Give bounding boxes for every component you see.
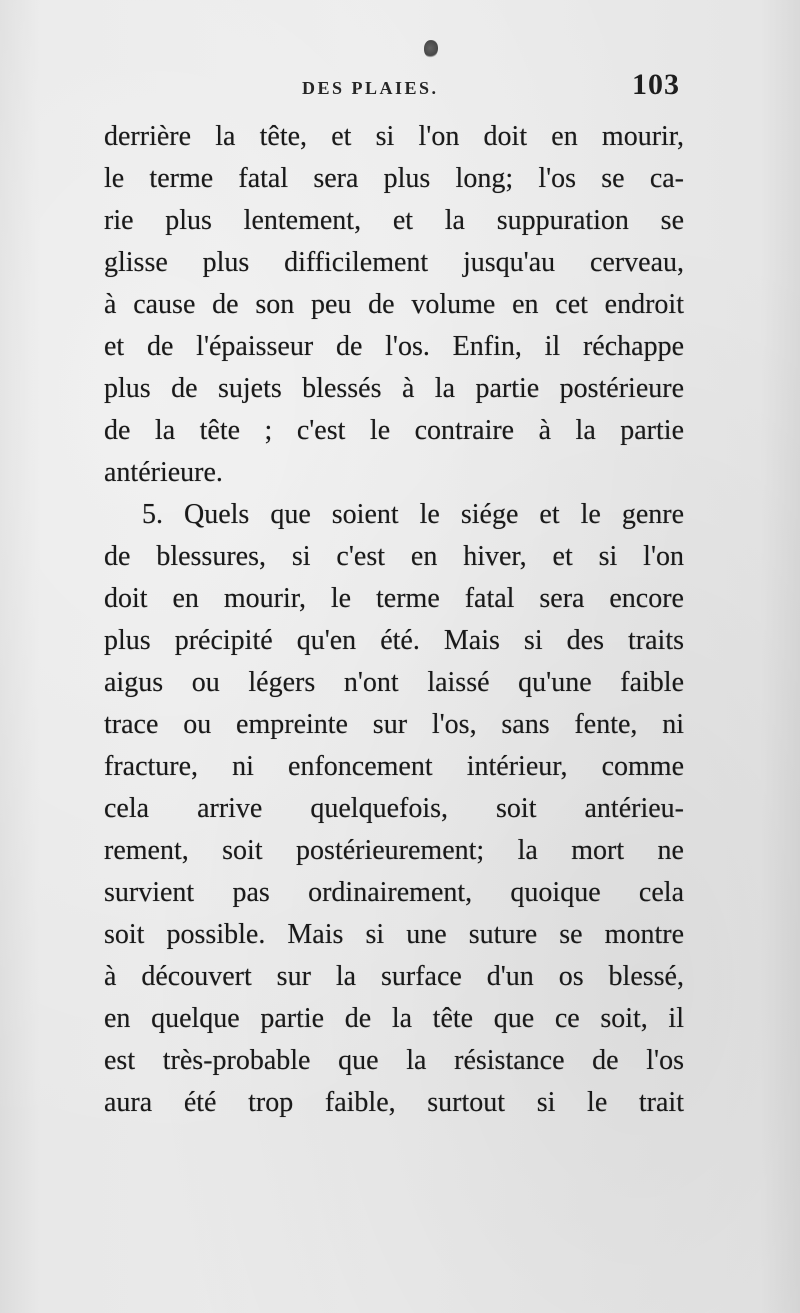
text-line: antérieure. [104,457,223,488]
text-line: glisse plus difficilement jusqu'au cerveau, [104,247,684,278]
text-line: rement, soit postérieurement; la mort ne [104,835,684,866]
text-line: trace ou empreinte sur l'os, sans fente, ni [104,709,684,740]
text-line: soit possible. Mais si une suture se montre [104,919,684,950]
text-line: est très-probable que la résistance de l'os [104,1045,684,1076]
paragraph-start-line: 5. Quels que soient le siége et le genre [142,499,684,530]
text-line: à découvert sur la surface d'un os blessé, [104,961,684,992]
running-head: DES PLAIES. [302,78,439,98]
text-line: plus de sujets blessés à la partie postérieure [104,373,684,404]
text-line: doit en mourir, le terme fatal sera encore [104,583,684,614]
text-line: de blessures, si c'est en hiver, et si l'on [104,541,684,572]
text-line: survient pas ordinairement, quoique cela [104,877,684,908]
text-line: aigus ou légers n'ont laissé qu'une faible [104,667,684,698]
text-line: cela arrive quelquefois, soit antérieu- [104,793,684,824]
text-line: de la tête ; c'est le contraire à la partie [104,415,684,446]
body-text [104,116,684,1124]
text-line: et de l'épaisseur de l'os. Enfin, il réchappe [104,331,684,362]
text-line: rie plus lentement, et la suppuration se [104,205,684,236]
ink-blot-ornament [424,40,438,58]
text-line: fracture, ni enfoncement intérieur, comme [104,751,684,782]
text-line: plus précipité qu'en été. Mais si des traits [104,625,684,656]
text-line: le terme fatal sera plus long; l'os se ca- [104,163,684,194]
page-header [100,68,680,108]
text-line: derrière la tête, et si l'on doit en mourir, [104,121,684,152]
text-line: à cause de son peu de volume en cet endroit [104,289,684,320]
page-number: 103 [632,68,680,101]
text-line: en quelque partie de la tête que ce soit, il [104,1003,684,1034]
text-line: aura été trop faible, surtout si le trait [104,1087,684,1118]
